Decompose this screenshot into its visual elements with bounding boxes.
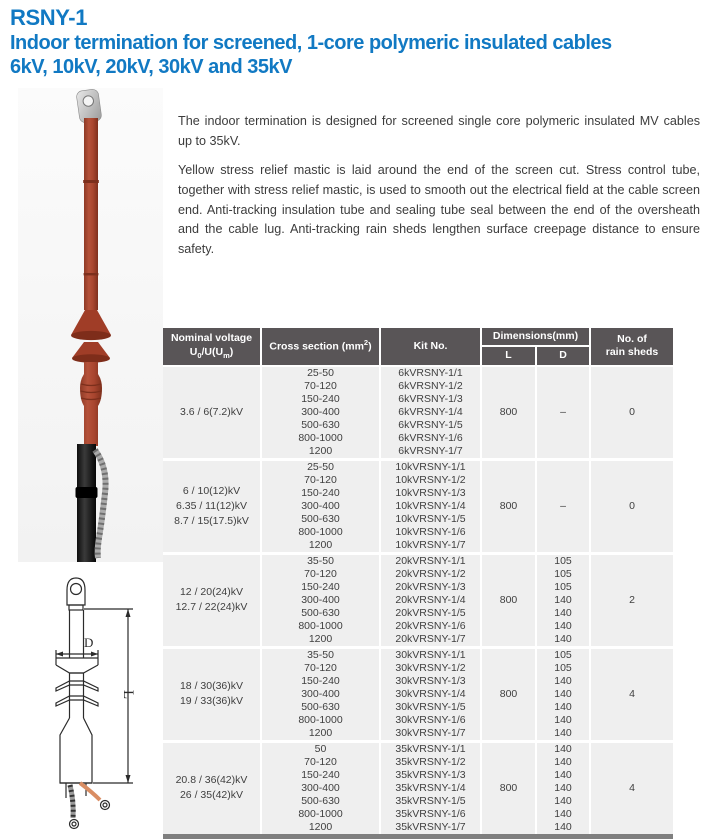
intro-paragraph-1: The indoor termination is designed for screened single core polymeric insulated MV cables up to 35kV. bbox=[178, 114, 700, 148]
dim-l-cell: 800 bbox=[481, 461, 536, 552]
cross-section-cell: 70-120 bbox=[261, 662, 380, 675]
cross-section-cell: 150-240 bbox=[261, 769, 380, 782]
dim-d-cell: 105 bbox=[536, 649, 590, 662]
cross-section-cell: 500-630 bbox=[261, 607, 380, 620]
table-row bbox=[163, 461, 673, 474]
d-label: D bbox=[84, 635, 94, 650]
dim-d-cell: 140 bbox=[536, 808, 590, 821]
cross-section-cell: 500-630 bbox=[261, 701, 380, 714]
diagram-boot bbox=[60, 718, 92, 798]
diagram-tube bbox=[70, 610, 84, 718]
header-dim-d: D bbox=[536, 346, 590, 365]
kit-no-cell: 30kVRSNY-1/4 bbox=[380, 688, 481, 701]
diagram-fins bbox=[56, 681, 98, 706]
cross-section-cell: 800-1000 bbox=[261, 432, 380, 445]
cross-section-cell: 1200 bbox=[261, 821, 380, 834]
cross-section-cell: 150-240 bbox=[261, 393, 380, 406]
kit-no-cell: 10kVRSNY-1/2 bbox=[380, 474, 481, 487]
kit-no-cell: 10kVRSNY-1/3 bbox=[380, 487, 481, 500]
kit-no-cell: 20kVRSNY-1/1 bbox=[380, 555, 481, 568]
dim-d-cell: 140 bbox=[536, 688, 590, 701]
page-subtitle-line2: 6kV, 10kV, 20kV, 30kV and 35kV bbox=[10, 56, 292, 78]
cross-section-cell: 35-50 bbox=[261, 555, 380, 568]
diagram-rain-shed bbox=[56, 658, 98, 673]
cross-section-cell: 800-1000 bbox=[261, 620, 380, 633]
rain-sheds-cell: 4 bbox=[590, 649, 673, 740]
intro-paragraph-2: Yellow stress relief mastic is laid around the end of the screen cut. Stress control tube, together with stress relief mastic, is used to smooth out the electrical field at the cable screen end. Anti-tracking insulation tube and sealing tube seal between the end of the oversheath and the cable lug. Anti-tracking rain sheds lengthen surface creepage distance to ensure safety. bbox=[178, 163, 700, 256]
cross-section-cell: 35-50 bbox=[261, 649, 380, 662]
intro-text bbox=[178, 112, 700, 259]
table-group bbox=[163, 555, 673, 646]
kit-no-cell: 20kVRSNY-1/6 bbox=[380, 620, 481, 633]
cross-section-cell: 1200 bbox=[261, 633, 380, 646]
cross-section-cell: 150-240 bbox=[261, 487, 380, 500]
kit-no-cell: 10kVRSNY-1/7 bbox=[380, 539, 481, 552]
header-rain-sheds: No. of rain sheds bbox=[590, 328, 673, 366]
kit-no-cell: 30kVRSNY-1/2 bbox=[380, 662, 481, 675]
header-dim-l: L bbox=[481, 346, 536, 365]
kit-no-cell: 6kVRSNY-1/7 bbox=[380, 445, 481, 458]
spec-table-wrap bbox=[163, 328, 673, 839]
spec-table bbox=[163, 328, 673, 834]
table-group bbox=[163, 366, 673, 458]
cross-section-cell: 300-400 bbox=[261, 782, 380, 795]
l-label: L bbox=[120, 690, 136, 700]
kit-no-cell: 35kVRSNY-1/1 bbox=[380, 743, 481, 756]
kit-no-cell: 30kVRSNY-1/6 bbox=[380, 714, 481, 727]
cross-section-cell: 300-400 bbox=[261, 594, 380, 607]
dim-d-cell: 140 bbox=[536, 714, 590, 727]
dim-d-cell: 105 bbox=[536, 568, 590, 581]
dim-d-cell: 105 bbox=[536, 581, 590, 594]
kit-no-cell: 6kVRSNY-1/6 bbox=[380, 432, 481, 445]
dim-l-cell: 800 bbox=[481, 649, 536, 740]
cross-section-cell: 70-120 bbox=[261, 756, 380, 769]
kit-no-cell: 30kVRSNY-1/5 bbox=[380, 701, 481, 714]
kit-no-cell: 10kVRSNY-1/1 bbox=[380, 461, 481, 474]
cross-section-cell: 800-1000 bbox=[261, 808, 380, 821]
kit-no-cell: 35kVRSNY-1/7 bbox=[380, 821, 481, 834]
dim-d-cell: 140 bbox=[536, 620, 590, 633]
kit-no-cell: 20kVRSNY-1/3 bbox=[380, 581, 481, 594]
cross-section-cell: 1200 bbox=[261, 445, 380, 458]
kit-no-cell: 35kVRSNY-1/5 bbox=[380, 795, 481, 808]
rain-sheds-cell: 4 bbox=[590, 743, 673, 834]
rain-sheds-cell: 0 bbox=[590, 366, 673, 458]
kit-no-cell: 10kVRSNY-1/6 bbox=[380, 526, 481, 539]
dim-d-cell: – bbox=[536, 461, 590, 552]
kit-no-cell: 30kVRSNY-1/1 bbox=[380, 649, 481, 662]
cross-section-cell: 150-240 bbox=[261, 581, 380, 594]
kit-no-cell: 20kVRSNY-1/5 bbox=[380, 607, 481, 620]
tube-joint-upper bbox=[83, 180, 99, 183]
dim-d-cell: 140 bbox=[536, 769, 590, 782]
dim-d-cell: 140 bbox=[536, 727, 590, 740]
diagram-earth-wires bbox=[70, 783, 110, 829]
cross-section-cell: 150-240 bbox=[261, 675, 380, 688]
dim-d-cell: 140 bbox=[536, 782, 590, 795]
dim-d-cell: 140 bbox=[536, 701, 590, 714]
cross-section-cell: 70-120 bbox=[261, 380, 380, 393]
table-row bbox=[163, 555, 673, 568]
kit-no-cell: 10kVRSNY-1/4 bbox=[380, 500, 481, 513]
kit-no-cell: 30kVRSNY-1/7 bbox=[380, 727, 481, 740]
dim-l-cell: 800 bbox=[481, 555, 536, 646]
cross-section-cell: 1200 bbox=[261, 727, 380, 740]
table-header bbox=[163, 328, 673, 366]
voltage-cell: 12 / 20(24)kV 12.7 / 22(24)kV bbox=[163, 555, 261, 646]
voltage-cell: 20.8 / 36(42)kV 26 / 35(42)kV bbox=[163, 743, 261, 834]
dim-d-cell: 140 bbox=[536, 821, 590, 834]
tube-joint-lower bbox=[84, 273, 99, 275]
kit-no-cell: 30kVRSNY-1/3 bbox=[380, 675, 481, 688]
kit-no-cell: 20kVRSNY-1/4 bbox=[380, 594, 481, 607]
kit-no-cell: 6kVRSNY-1/4 bbox=[380, 406, 481, 419]
cross-section-cell: 25-50 bbox=[261, 461, 380, 474]
table-group bbox=[163, 743, 673, 834]
header-kit-no: Kit No. bbox=[380, 328, 481, 366]
dim-d-cell: 140 bbox=[536, 633, 590, 646]
dim-d-cell: 140 bbox=[536, 594, 590, 607]
table-group bbox=[163, 649, 673, 740]
kit-no-cell: 35kVRSNY-1/4 bbox=[380, 782, 481, 795]
kit-no-cell: 35kVRSNY-1/2 bbox=[380, 756, 481, 769]
kit-no-cell: 20kVRSNY-1/7 bbox=[380, 633, 481, 646]
cross-section-cell: 70-120 bbox=[261, 474, 380, 487]
kit-no-cell: 35kVRSNY-1/6 bbox=[380, 808, 481, 821]
table-row bbox=[163, 649, 673, 662]
voltage-cell: 6 / 10(12)kV 6.35 / 11(12)kV 8.7 / 15(17.5)kV bbox=[163, 461, 261, 552]
table-bottom-bar bbox=[163, 834, 673, 839]
insulation-tube bbox=[84, 118, 98, 310]
cross-section-cell: 800-1000 bbox=[261, 714, 380, 727]
header-nominal-voltage: Nominal voltage $U_0/U(U_m)$ bbox=[163, 328, 261, 366]
dim-d-cell: 140 bbox=[536, 607, 590, 620]
cross-section-cell: 500-630 bbox=[261, 419, 380, 432]
kit-no-cell: 35kVRSNY-1/3 bbox=[380, 769, 481, 782]
cross-section-cell: 300-400 bbox=[261, 688, 380, 701]
table-row bbox=[163, 743, 673, 756]
dim-d-cell: 105 bbox=[536, 555, 590, 568]
cross-section-cell: 300-400 bbox=[261, 500, 380, 513]
cross-section-cell: 300-400 bbox=[261, 406, 380, 419]
kit-no-cell: 6kVRSNY-1/1 bbox=[380, 366, 481, 380]
dim-d-cell: 140 bbox=[536, 743, 590, 756]
dim-l-cell: 800 bbox=[481, 743, 536, 834]
cross-section-cell: 1200 bbox=[261, 539, 380, 552]
diagram-lug bbox=[67, 578, 85, 610]
kit-no-cell: 6kVRSNY-1/5 bbox=[380, 419, 481, 432]
dim-d-cell: – bbox=[536, 366, 590, 458]
dim-d-cell: 105 bbox=[536, 662, 590, 675]
rain-sheds-cell: 0 bbox=[590, 461, 673, 552]
table-group bbox=[163, 461, 673, 552]
dimension-diagram bbox=[20, 572, 155, 838]
cross-section-cell: 500-630 bbox=[261, 795, 380, 808]
voltage-cell: 18 / 30(36)kV 19 / 33(36)kV bbox=[163, 649, 261, 740]
dim-d-cell: 140 bbox=[536, 675, 590, 688]
dimension-d bbox=[56, 635, 98, 658]
cross-section-cell: 50 bbox=[261, 743, 380, 756]
header-cross-section: Cross section $(mm^2)$ bbox=[261, 328, 380, 366]
kit-no-cell: 6kVRSNY-1/2 bbox=[380, 380, 481, 393]
title-block bbox=[10, 5, 700, 79]
dim-d-cell: 140 bbox=[536, 795, 590, 808]
table-row bbox=[163, 366, 673, 380]
rain-sheds-cell: 2 bbox=[590, 555, 673, 646]
kit-no-cell: 20kVRSNY-1/2 bbox=[380, 568, 481, 581]
cross-section-cell: 800-1000 bbox=[261, 526, 380, 539]
cross-section-cell: 500-630 bbox=[261, 513, 380, 526]
product-code-title: RSNY-1 bbox=[10, 5, 88, 30]
header-dimensions: Dimensions(mm) bbox=[481, 328, 590, 346]
termination-photo bbox=[18, 88, 163, 562]
kit-no-cell: 10kVRSNY-1/5 bbox=[380, 513, 481, 526]
cross-section-cell: 70-120 bbox=[261, 568, 380, 581]
sealing-tape-ring bbox=[76, 487, 98, 498]
cable-oversheath bbox=[77, 444, 96, 562]
kit-no-cell: 6kVRSNY-1/3 bbox=[380, 393, 481, 406]
dim-l-cell: 800 bbox=[481, 366, 536, 458]
page-subtitle-line1: Indoor termination for screened, 1-core polymeric insulated cables bbox=[10, 32, 612, 54]
voltage-cell: 3.6 / 6(7.2)kV bbox=[163, 366, 261, 458]
cross-section-cell: 25-50 bbox=[261, 366, 380, 380]
dim-d-cell: 140 bbox=[536, 756, 590, 769]
